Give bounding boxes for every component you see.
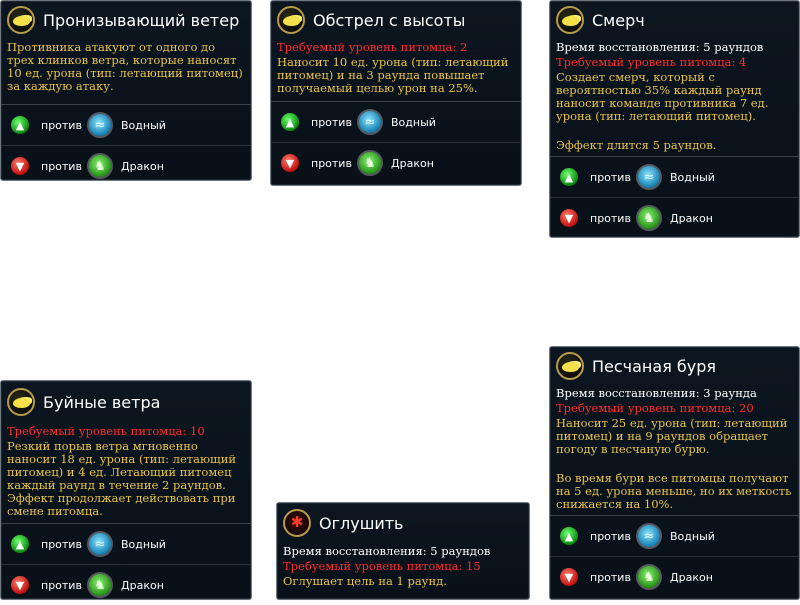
water-family-icon: ≈ [87, 531, 113, 557]
ability-description: Резкий порыв ветра мгновенно наносит 18 ед. урона (тип: летающий питомец) и 4 ед. Летающий питомец каждый раунд в течение 2 раундов. Эффект продолжает действовать при смене питомца. [7, 439, 237, 518]
cooldown-text: Время восстановления: 3 раунда [556, 386, 757, 400]
weak-against-row [550, 557, 799, 597]
wind-gust-icon [277, 6, 305, 34]
ability-title: Оглушить [319, 513, 404, 533]
family-label: Водный [670, 529, 715, 543]
ability-description: Наносит 25 ед. урона (тип: летающий питомец) и на 9 раундов обращает погоду в песчаную бурю. [556, 416, 788, 456]
requirement-text: Требуемый уровень питомца: 4 [556, 55, 747, 69]
tooltip-header [550, 347, 799, 385]
ability-description: Создает смерч, который с вероятностью 35% каждый раунд наносит команде противника 7 ед. урона (тип: летающий питомец). [556, 70, 769, 123]
ability-title: Пронизывающий ветер [43, 10, 240, 30]
weak-against-row [1, 565, 251, 605]
family-label: Водный [670, 170, 715, 184]
tooltip-sandstorm [549, 346, 800, 600]
requirement-text: Требуемый уровень питомца: 10 [7, 424, 205, 438]
weak-against-row [1, 146, 251, 186]
cooldown-text: Время восстановления: 5 раундов [556, 40, 764, 54]
tooltip-wild-winds [0, 380, 252, 600]
versus-label: против [590, 170, 631, 184]
strong-against-row [1, 105, 251, 146]
strong-against-row [1, 524, 251, 565]
arrow-down-icon: ▼ [11, 157, 29, 175]
family-label: Дракон [121, 578, 164, 592]
arrow-up-icon: ▲ [11, 535, 29, 553]
arrow-up-icon: ▲ [11, 116, 29, 134]
water-family-icon: ≈ [87, 112, 113, 138]
ability-description: Наносит 10 ед. урона (тип: летающий питомец) и на 3 раунда повышает получаемый целью урон на 25%. [277, 55, 509, 95]
tooltip-tornado [549, 0, 800, 238]
tooltip-header [277, 503, 529, 543]
arrow-up-icon: ▲ [560, 168, 578, 186]
strong-against-row [550, 157, 799, 198]
requirement-text: Требуемый уровень питомца: 2 [277, 40, 468, 54]
requirement-text: Требуемый уровень питомца: 20 [556, 401, 754, 415]
family-label: Водный [391, 115, 436, 129]
dragon-family-icon: ♞ [87, 153, 113, 179]
family-label: Водный [121, 537, 166, 551]
wind-gust-icon [556, 352, 584, 380]
family-label: Водный [121, 118, 166, 132]
versus-label: против [41, 159, 82, 173]
ability-title: Смерч [592, 10, 645, 30]
dragon-family-icon: ♞ [87, 572, 113, 598]
strong-against-row [550, 516, 799, 557]
paw-icon: ✱ [283, 509, 311, 537]
tooltip-header [271, 1, 521, 39]
versus-label: против [41, 118, 82, 132]
versus-label: против [590, 211, 631, 225]
ability-description: Противника атакуют от одного до трех клинков ветра, которые наносят 10 ед. урона (тип: летающий питомец) за каждую атаку. [7, 40, 243, 93]
dragon-family-icon: ♞ [357, 150, 383, 176]
arrow-up-icon: ▲ [560, 527, 578, 545]
ability-title: Песчаная буря [592, 356, 717, 376]
water-family-icon: ≈ [357, 109, 383, 135]
arrow-down-icon: ▼ [560, 568, 578, 586]
family-label: Дракон [670, 211, 713, 225]
versus-label: против [41, 578, 82, 592]
family-label: Дракон [670, 570, 713, 584]
weak-against-row [271, 143, 521, 183]
ability-description: Оглушает цель на 1 раунд. [283, 574, 447, 588]
tooltip-header [550, 1, 799, 39]
tooltip-shelling-from-height [270, 0, 522, 186]
versus-label: против [590, 570, 631, 584]
family-label: Дракон [121, 159, 164, 173]
tooltip-body [1, 41, 251, 93]
tooltip-body [277, 545, 529, 588]
weak-against-row [550, 198, 799, 238]
duration-text: Эффект длится 5 раундов. [556, 138, 717, 152]
tooltip-body [1, 425, 251, 518]
water-family-icon: ≈ [636, 164, 662, 190]
strong-against-row [271, 102, 521, 143]
water-family-icon: ≈ [636, 523, 662, 549]
arrow-down-icon: ▼ [281, 154, 299, 172]
tooltip-body [550, 387, 799, 511]
cooldown-text: Время восстановления: 5 раундов [283, 544, 491, 558]
versus-label: против [590, 529, 631, 543]
arrow-down-icon: ▼ [560, 209, 578, 227]
versus-label: против [41, 537, 82, 551]
tooltip-body [271, 41, 521, 95]
ability-title: Обстрел с высоты [313, 10, 466, 30]
arrow-up-icon: ▲ [281, 113, 299, 131]
tooltip-header [1, 381, 251, 423]
wind-gust-icon [7, 6, 35, 34]
tooltip-stun [276, 502, 530, 600]
wind-gust-icon [556, 6, 584, 34]
dragon-family-icon: ♞ [636, 205, 662, 231]
ability-title: Буйные ветра [43, 392, 161, 412]
versus-label: против [311, 115, 352, 129]
dragon-family-icon: ♞ [636, 564, 662, 590]
arrow-down-icon: ▼ [11, 576, 29, 594]
requirement-text: Требуемый уровень питомца: 15 [283, 559, 481, 573]
wind-gust-icon [7, 388, 35, 416]
tooltip-piercing-wind [0, 0, 252, 181]
tooltip-header [1, 1, 251, 39]
versus-label: против [311, 156, 352, 170]
tooltip-body [550, 41, 799, 152]
effect-text: Во время бури все питомцы получают на 5 ед. урона меньше, но их меткость снижается на 10%. [556, 471, 792, 511]
family-label: Дракон [391, 156, 434, 170]
